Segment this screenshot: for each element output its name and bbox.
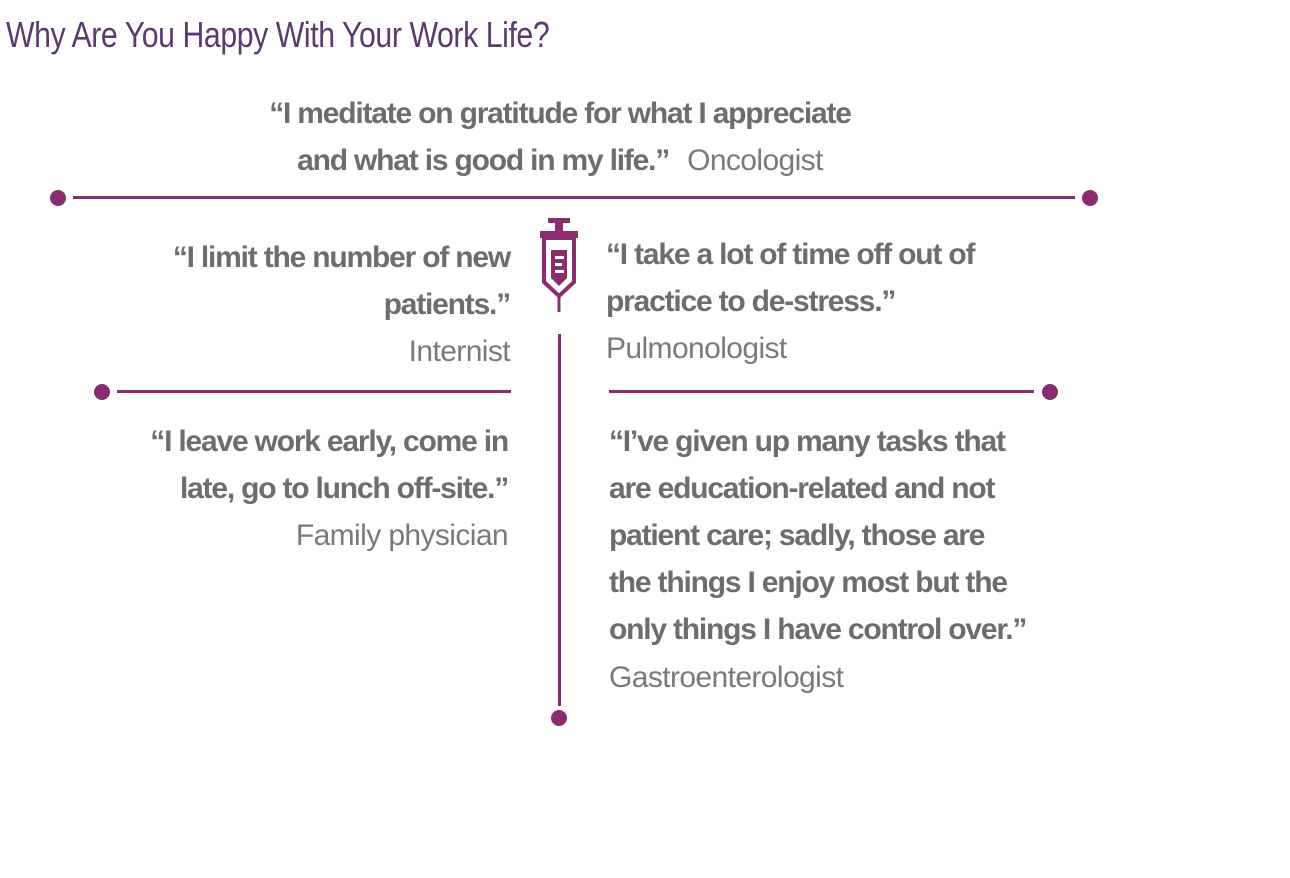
- right-divider-dot: [1042, 384, 1058, 400]
- page-title: Why Are You Happy With Your Work Life?: [6, 14, 550, 55]
- quote-oncologist: [180, 90, 940, 184]
- quote-line: “I limit the number of new: [172, 241, 510, 274]
- quote-family-physician: [78, 418, 508, 559]
- left-middle-divider-line: [117, 390, 511, 393]
- quote-line: only things I have control over.”: [609, 613, 1027, 646]
- quote-line: are education-related and not: [609, 472, 995, 505]
- quote-line: patients.”: [383, 288, 510, 321]
- center-bottom-dot: [551, 710, 567, 726]
- quote-attribution: Internist: [408, 335, 510, 368]
- top-divider-line: [73, 196, 1075, 199]
- quote-line: “I take a lot of time off out of: [606, 238, 975, 271]
- syringe-icon: [536, 216, 582, 314]
- center-divider-line: [558, 334, 561, 706]
- divider-dot-right: [1082, 190, 1098, 206]
- quote-line: and what is good in my life.”: [297, 144, 670, 177]
- quote-gastroenterologist: [609, 418, 1079, 701]
- quote-line: the things I enjoy most but the: [609, 566, 1007, 599]
- quote-attribution: Gastroenterologist: [609, 661, 844, 694]
- quote-attribution: Oncologist: [687, 144, 823, 177]
- quote-line: practice to de-stress.”: [606, 285, 896, 318]
- quote-attribution: Family physician: [295, 519, 508, 552]
- quote-line: patient care; sadly, those are: [609, 519, 985, 552]
- quote-line: “I meditate on gratitude for what I appreciate: [269, 97, 851, 130]
- divider-dot-left: [50, 190, 66, 206]
- left-divider-dot: [94, 384, 110, 400]
- quote-line: late, go to lunch off-site.”: [179, 472, 508, 505]
- quote-line: “I leave work early, come in: [150, 425, 508, 458]
- right-middle-divider-line: [609, 390, 1034, 393]
- quote-pulmonologist: [606, 231, 1046, 372]
- quote-line: “I’ve given up many tasks that: [609, 425, 1005, 458]
- quote-attribution: Pulmonologist: [606, 332, 787, 365]
- quote-internist: [90, 234, 510, 375]
